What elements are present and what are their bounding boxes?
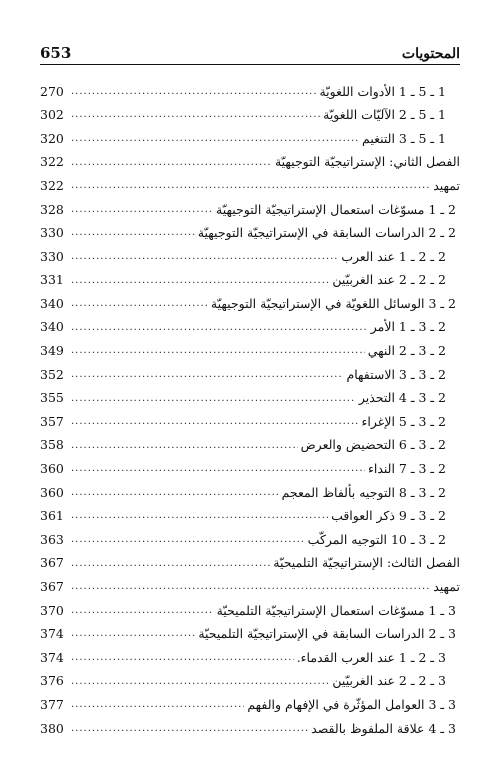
toc-entry[interactable]	[40, 481, 460, 505]
toc-entry[interactable]	[40, 151, 460, 175]
dot-leader	[71, 677, 329, 687]
running-title: المحتويات	[401, 46, 460, 62]
toc-entry-label: الفصل الثاني: الإستراتيجيّة التوجيهيّة	[274, 154, 460, 170]
toc-entry-label: 2 ـ 3 ـ 7 النداء	[367, 461, 446, 477]
toc-entry[interactable]	[40, 316, 460, 340]
toc-entry-label: 2 ـ 3 ـ 3 الاستفهام	[346, 366, 446, 382]
toc-entry[interactable]	[40, 127, 460, 151]
toc-entry-label: 2 ـ 2 ـ 1 عند العرب	[341, 248, 446, 264]
dot-leader	[71, 110, 320, 120]
toc-entry-page: 380	[40, 720, 64, 736]
dot-leader	[71, 228, 195, 238]
toc-entry-page: 374	[40, 626, 64, 642]
toc-entry-label: 2 ـ 3 ـ 2 النهي	[367, 343, 446, 359]
toc-entry[interactable]	[40, 104, 460, 128]
toc-entry[interactable]	[40, 174, 460, 198]
dot-leader	[71, 158, 272, 168]
toc-entry-label: 3 ـ 1 مسوّغات استعمال الإستراتيجيّة التلميحيّة	[216, 602, 456, 618]
toc-entry-page: 322	[40, 154, 64, 170]
toc-entry[interactable]	[40, 646, 460, 670]
toc-entry-page: 328	[40, 201, 64, 217]
toc-entry-label: 2 ـ 3 ـ 5 الإغراء	[361, 413, 446, 429]
toc-entry-page: 360	[40, 484, 64, 500]
toc-entry[interactable]	[40, 410, 460, 434]
toc-entry[interactable]	[40, 198, 460, 222]
dot-leader	[71, 394, 356, 404]
toc-entry[interactable]	[40, 80, 460, 104]
dot-leader	[71, 299, 208, 309]
toc-entry[interactable]	[40, 340, 460, 364]
toc-entry[interactable]	[40, 363, 460, 387]
toc-entry-label: 2 ـ 3 ـ 6 التحضيض والعرض	[300, 437, 446, 453]
toc-entry-page: 355	[40, 390, 64, 406]
toc-entry-page: 349	[40, 343, 64, 359]
toc-entry[interactable]	[40, 670, 460, 694]
dot-leader	[71, 323, 368, 333]
dot-leader	[71, 441, 298, 451]
dot-leader	[71, 134, 359, 144]
toc-entry-label: 2 ـ 3 ـ 9 ذكر العواقب	[331, 508, 446, 524]
dot-leader	[71, 488, 279, 498]
toc-entry[interactable]	[40, 552, 460, 576]
toc-entry-label: 3 ـ 3 العوامل المؤثّرة في الإفهام والفهم	[247, 696, 456, 712]
dot-leader	[71, 417, 359, 427]
toc-entry[interactable]	[40, 458, 460, 482]
toc-entry-label: 2 ـ 3 ـ 8 التوجيه بألفاظ المعجم	[281, 484, 446, 500]
dot-leader	[71, 370, 343, 380]
toc-entry[interactable]	[40, 434, 460, 458]
toc-entry-page: 330	[40, 225, 64, 241]
toc-entry[interactable]	[40, 528, 460, 552]
toc-entry[interactable]	[40, 245, 460, 269]
toc-entry-page: 358	[40, 437, 64, 453]
toc-entry-label: 1 ـ 5 ـ 3 التنغيم	[362, 130, 446, 146]
dot-leader	[71, 464, 365, 474]
toc-entry-page: 340	[40, 295, 64, 311]
toc-entry-label: 2 ـ 3 ـ 4 التحذير	[358, 390, 446, 406]
dot-leader	[71, 252, 338, 262]
toc-entry-page: 361	[40, 508, 64, 524]
page-header	[40, 42, 460, 62]
dot-leader	[71, 276, 329, 286]
dot-leader	[71, 87, 316, 97]
toc-entry-page: 320	[40, 130, 64, 146]
toc-entry[interactable]	[40, 269, 460, 293]
toc-entry-page: 374	[40, 649, 64, 665]
dot-leader	[71, 724, 308, 734]
toc-entry-page: 352	[40, 366, 64, 382]
toc-entry-page: 340	[40, 319, 64, 335]
toc-entry-page: 331	[40, 272, 64, 288]
toc-entry-page: 322	[40, 177, 64, 193]
toc-entry-label: 2 ـ 3 الوسائل اللغويّة في الإستراتيجيّة التوجيهيّة	[210, 295, 456, 311]
toc-entry[interactable]	[40, 693, 460, 717]
toc-entry-label: 2 ـ 2 الدراسات السابقة في الإستراتيجيّة التوجيهيّة	[197, 225, 456, 241]
table-of-contents	[40, 80, 460, 741]
dot-leader	[71, 606, 214, 616]
toc-entry[interactable]	[40, 575, 460, 599]
toc-entry[interactable]	[40, 292, 460, 316]
toc-entry-label: تمهيد	[433, 579, 460, 595]
toc-entry[interactable]	[40, 623, 460, 647]
toc-entry-page: 377	[40, 696, 64, 712]
toc-entry-page: 376	[40, 673, 64, 689]
page-number: 653	[40, 44, 72, 62]
dot-leader	[71, 181, 430, 191]
toc-entry-label: 2 ـ 1 مسوّغات استعمال الإستراتيجيّة التوجيهيّة	[216, 201, 456, 217]
toc-entry-label: 1 ـ 5 ـ 2 الآليّات اللغويّة	[323, 107, 446, 123]
toc-entry-page: 370	[40, 602, 64, 618]
toc-entry-label: 3 ـ 4 علاقة الملفوظ بالقصد	[311, 720, 456, 736]
dot-leader	[71, 559, 270, 569]
toc-entry-label: تمهيد	[433, 177, 460, 193]
toc-entry-label: 3 ـ 2 ـ 2 عند الغربيّين	[332, 673, 446, 689]
toc-entry[interactable]	[40, 222, 460, 246]
toc-entry-page: 360	[40, 461, 64, 477]
dot-leader	[71, 205, 213, 215]
dot-leader	[71, 535, 305, 545]
dot-leader	[71, 346, 365, 356]
toc-entry-page: 330	[40, 248, 64, 264]
dot-leader	[71, 653, 294, 663]
toc-entry-label: 2 ـ 2 ـ 2 عند الغربيّين	[332, 272, 446, 288]
toc-entry-page: 357	[40, 413, 64, 429]
toc-entry-page: 302	[40, 107, 64, 123]
toc-entry-label: 2 ـ 3 ـ 1 الأمر	[370, 319, 446, 335]
dot-leader	[71, 700, 244, 710]
header-rule	[40, 64, 460, 65]
toc-entry-label: 3 ـ 2 ـ 1 عند العرب القدماء.	[296, 649, 446, 665]
toc-entry-label: الفصل الثالث: الإستراتيجيّة التلميحيّة	[273, 555, 460, 571]
toc-entry-page: 270	[40, 83, 64, 99]
toc-entry-label: 2 ـ 3 ـ 10 التوجيه المركّب	[307, 531, 446, 547]
toc-entry[interactable]	[40, 717, 460, 741]
toc-entry-page: 363	[40, 531, 64, 547]
toc-entry-label: 1 ـ 5 ـ 1 الأدوات اللغويّة	[319, 83, 446, 99]
toc-entry[interactable]	[40, 505, 460, 529]
toc-entry-label: 3 ـ 2 الدراسات السابقة في الإستراتيجيّة التلميحيّة	[198, 626, 456, 642]
dot-leader	[71, 511, 328, 521]
dot-leader	[71, 582, 430, 592]
toc-entry[interactable]	[40, 599, 460, 623]
toc-entry-page: 367	[40, 579, 64, 595]
dot-leader	[71, 629, 195, 639]
toc-entry-page: 367	[40, 555, 64, 571]
toc-entry[interactable]	[40, 387, 460, 411]
